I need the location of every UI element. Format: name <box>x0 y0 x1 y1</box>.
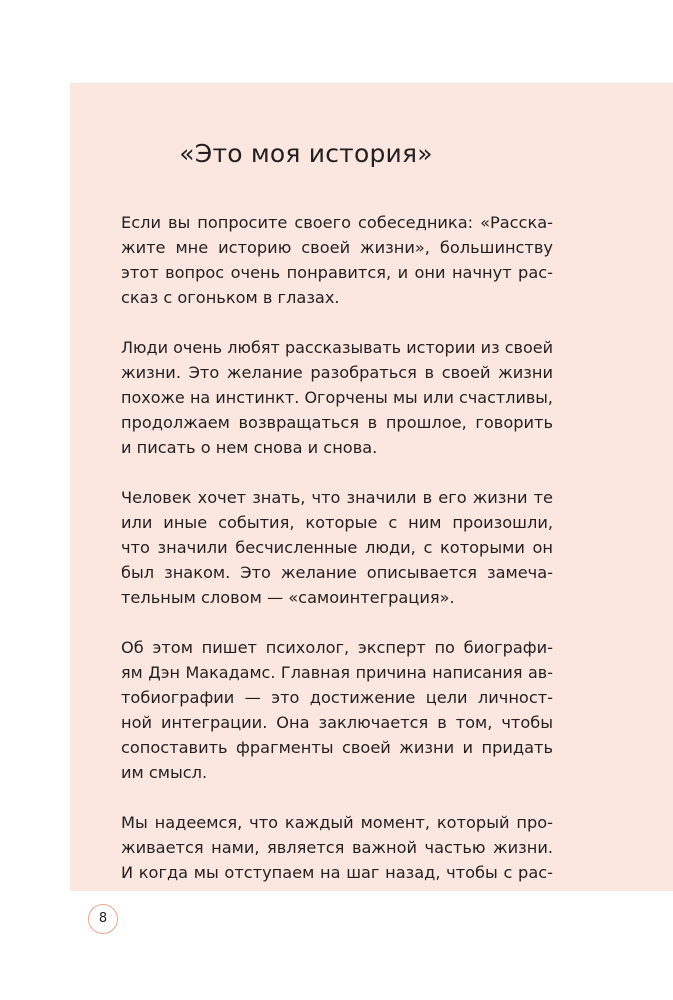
text-line: и писать о нем снова и снова. <box>121 438 378 457</box>
text-line: этот вопрос очень понравится, и они начнут рас- <box>121 263 553 282</box>
text-line: был знаком. Это желание описывается замеча- <box>121 563 553 582</box>
paragraph-1 <box>121 210 553 310</box>
text-line: жизни. Это желание разобраться в своей жизни <box>121 363 553 382</box>
text-line: продолжаем возвращаться в прошлое, говорить <box>121 413 553 432</box>
text-line: Об этом пишет психолог, эксперт по биографи- <box>121 638 553 657</box>
text-line: похоже на инстинкт. Огорчены мы или счастливы, <box>121 388 553 407</box>
text-line: сказ с огоньком в глазах. <box>121 288 340 307</box>
text-line: живается нами, является важной частью жизни. <box>121 838 553 857</box>
text-line: Люди очень любят рассказывать истории из своей <box>121 338 553 357</box>
paragraph-2 <box>121 335 553 460</box>
paragraph-5 <box>121 810 553 885</box>
text-line: им смысл. <box>121 763 208 782</box>
text-line: Человек хочет знать, что значили в его жизни те <box>121 488 553 507</box>
paragraph-3 <box>121 485 553 610</box>
text-line: или иные события, которые с ним произошли, <box>121 513 553 532</box>
text-line: Мы надеемся, что каждый момент, который про- <box>121 813 553 832</box>
text-line: тельным словом — «самоинтеграция». <box>121 588 455 607</box>
text-line: тобиографии — это достижение цели личност- <box>121 688 553 707</box>
body-text <box>121 210 553 910</box>
text-line: жите мне историю своей жизни», большинству <box>121 238 553 257</box>
text-line: сопоставить фрагменты своей жизни и придать <box>121 738 553 757</box>
text-line: что значили бесчисленные люди, с которыми он <box>121 538 553 557</box>
paragraph-4 <box>121 635 553 785</box>
text-line: И когда мы отступаем на шаг назад, чтобы с рас- <box>121 863 553 882</box>
chapter-title: «Это моя история» <box>179 139 433 168</box>
page-number: 8 <box>88 904 118 934</box>
text-line: ям Дэн Макадамс. Главная причина написания ав- <box>121 663 553 682</box>
text-line: Если вы попросите своего собеседника: «Расска- <box>121 213 553 232</box>
text-line: ной интеграции. Она заключается в том, чтобы <box>121 713 553 732</box>
